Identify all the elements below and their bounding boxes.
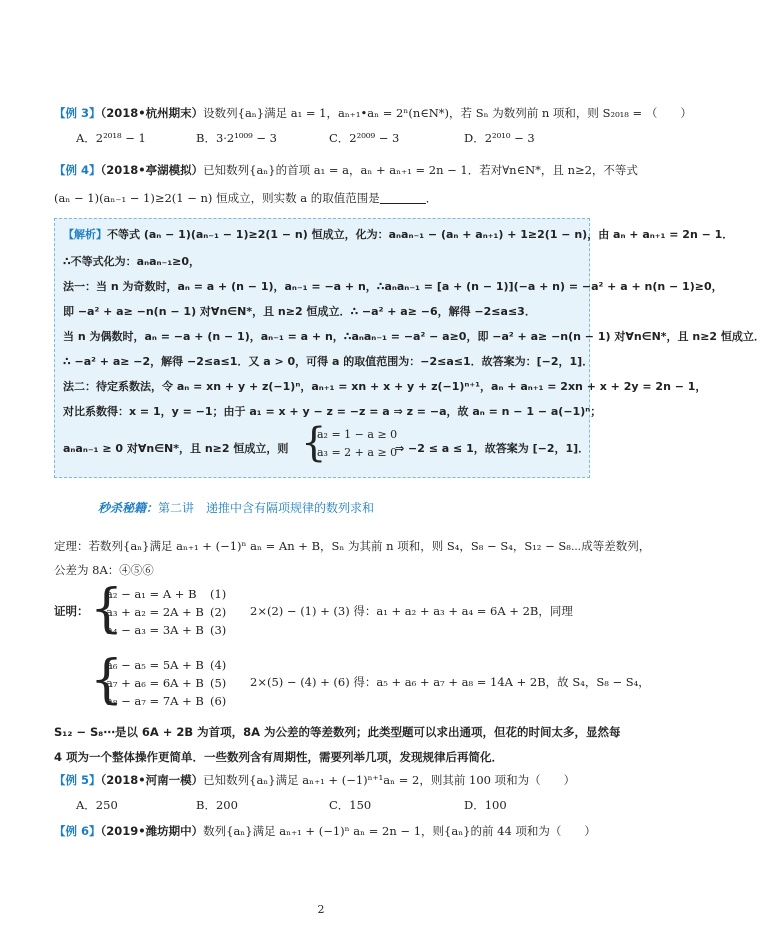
proof-label-text: 证明： xyxy=(54,604,89,618)
theorem-line-4 xyxy=(54,749,588,765)
example-3-source: （2018•杭州期末） xyxy=(100,106,204,120)
analysis-text-9a: aₙaₙ₋₁ ≥ 0 对∀n∈N*，且 n≥2 恒成立，则 xyxy=(63,442,289,455)
example-3-tag: 【例 3】 xyxy=(54,106,101,120)
proof-system-2-row-3: a₈ − a₇ = 7A + B xyxy=(106,694,204,708)
proof-system-2 xyxy=(106,656,204,710)
analysis-line-9c xyxy=(395,441,590,457)
example-5-stem xyxy=(54,772,588,788)
equation-number-1: (1) xyxy=(210,587,227,601)
example-3-option-c: C．2²⁰⁰⁹ − 3 xyxy=(329,131,400,145)
proof-result-2 xyxy=(250,674,650,690)
analysis-text-9c: ⇒ −2 ≤ a ≤ 1，故答案为 [−2，1]． xyxy=(395,442,590,455)
example-5-tag: 【例 5】 xyxy=(54,773,101,787)
proof-system-1-row-1: a₂ − a₁ = A + B xyxy=(106,587,197,601)
proof-system-1 xyxy=(106,585,204,639)
analysis-tag: 【解析】 xyxy=(63,228,107,241)
example-5-source: （2018•河南一模） xyxy=(100,773,204,787)
analysis-text-3: 法一：当 n 为奇数时，aₙ = a + (n − 1)，aₙ₋₁ = −a + n，∴aₙaₙ₋₁ = [a + (n − 1)](−a + n) = −a² + a + n(n − 1)≥0， xyxy=(63,280,723,293)
analysis-line-7 xyxy=(63,379,707,395)
proof-label xyxy=(54,603,94,619)
proof-result-2-text: 2×(5) − (4) + (6) 得：a₅ + a₆ + a₇ + a₈ = 14A + 2B，故 S₄，S₈ − S₄， xyxy=(250,675,650,689)
analysis-system xyxy=(317,426,397,462)
theorem-line-2 xyxy=(54,562,588,578)
example-4-stem-line1 xyxy=(54,162,638,178)
equation-number-5: (5) xyxy=(210,676,227,690)
analysis-text-8: 对比系数得：x = 1，y = −1；由于 a₁ = x + y − z = −z = a ⇒ z = −a，故 aₙ = n − 1 − a(−1)ⁿ； xyxy=(63,405,602,418)
example-4-stem-line2 xyxy=(54,190,588,206)
section-heading xyxy=(98,499,374,516)
analysis-system-row-1: a₂ = 1 − a ≥ 0 xyxy=(317,428,398,441)
page-number: 2 xyxy=(317,903,325,916)
example-6-text: 数列{aₙ}满足 aₙ₊₁ + (−1)ⁿ aₙ = 2n − 1，则{aₙ}的前 44 项和为（ ） xyxy=(203,824,596,838)
proof-result-1-text: 2×(2) − (1) + (3) 得：a₁ + a₂ + a₃ + a₄ = 6A + 2B，同理 xyxy=(250,604,573,618)
example-4-text-1: 已知数列{aₙ}的首项 a₁ = a，aₙ + aₙ₊₁ = 2n − 1．若对∀n∈N*，且 n≥2，不等式 xyxy=(203,163,638,177)
example-4-end: ． xyxy=(425,191,438,205)
analysis-text-6: ∴ −a² + a≥ −2，解得 −2≤a≤1．又 a > 0，可得 a 的取值范围为：−2≤a≤1．故答案为：[−2，1]． xyxy=(63,355,594,368)
analysis-line-5 xyxy=(63,329,765,345)
analysis-line-3 xyxy=(63,279,723,295)
analysis-line-4 xyxy=(63,304,583,320)
equation-number-6: (6) xyxy=(210,694,227,708)
proof-system-1-numbers xyxy=(210,585,226,639)
section-heading-prefix: 秒杀秘籍： xyxy=(98,501,159,515)
example-5-option-d: D．100 xyxy=(464,798,507,812)
example-5-option-a: A．250 xyxy=(76,798,118,812)
equation-number-4: (4) xyxy=(210,658,227,672)
example-3-option-a: A．2²⁰¹⁸ − 1 xyxy=(76,131,146,145)
example-3-option-b: B．3·2¹⁰⁰⁹ − 3 xyxy=(196,131,277,145)
example-3-text: 设数列{aₙ}满足 a₁ = 1，aₙ₊₁•aₙ = 2ⁿ(n∈N*)，若 Sₙ 为数列前 n 项和，则 S₂₀₁₈ = （ ） xyxy=(203,106,692,120)
theorem-text-1: 定理：若数列{aₙ}满足 aₙ₊₁ + (−1)ⁿ aₙ = An + B，Sₙ 为其前 n 项和，则 S₄，S₈ − S₄，S₁₂ − S₈⋯成等差数列， xyxy=(54,539,651,553)
analysis-text-5: 当 n 为偶数时，aₙ = −a + (n − 1)，aₙ₋₁ = a + n，∴aₙaₙ₋₁ = −a² − a≥0，即 −a² + a≥ −n(n − 1) 对∀n∈N*，且 n≥2 恒成立． xyxy=(63,330,765,343)
proof-brace-2: { xyxy=(90,650,124,710)
analysis-box xyxy=(54,218,765,478)
analysis-system-row-2: a₃ = 2 + a ≥ 0 xyxy=(317,446,398,459)
example-6-source: （2019•潍坊期中） xyxy=(100,824,204,838)
proof-result-1 xyxy=(250,603,588,619)
equation-number-2: (2) xyxy=(210,605,227,619)
equation-number-3: (3) xyxy=(210,623,227,637)
example-5-option-c: C．150 xyxy=(329,798,372,812)
example-6-stem xyxy=(54,823,596,839)
example-3-stem xyxy=(54,105,692,121)
analysis-line-6 xyxy=(63,354,594,370)
analysis-text-7: 法二：待定系数法，令 aₙ = xn + y + z(−1)ⁿ，aₙ₊₁ = xn + x + y + z(−1)ⁿ⁺¹，aₙ + aₙ₊₁ = 2xn + x + 2y = 2n − 1， xyxy=(63,380,707,393)
proof-brace-1: { xyxy=(90,579,124,639)
analysis-line-2 xyxy=(63,254,583,270)
proof-system-2-row-1: a₆ − a₅ = 5A + B xyxy=(106,658,204,672)
example-4-tag: 【例 4】 xyxy=(54,163,101,177)
example-5-text: 已知数列{aₙ}满足 aₙ₊₁ + (−1)ⁿ⁺¹aₙ = 2，则其前 100 项和为（ ） xyxy=(203,773,576,787)
example-3-option-d: D．2²⁰¹⁰ − 3 xyxy=(464,131,535,145)
system-brace: { xyxy=(301,420,327,466)
example-4-source: （2018•亭湖模拟） xyxy=(100,163,204,177)
theorem-line-1 xyxy=(54,538,651,554)
theorem-line-3 xyxy=(54,724,621,740)
analysis-text-4: 即 −a² + a≥ −n(n − 1) 对∀n∈N*，且 n≥2 恒成立．∴ −a² + a≥ −6，解得 −2≤a≤3． xyxy=(63,305,536,318)
theorem-text-3: S₁₂ − S₈⋯是以 6A + 2B 为首项，8A 为公差的等差数列；此类型题可以求出通项，但花的时间太多，显然每 xyxy=(54,725,621,739)
theorem-text-4: 4 项为一个整体操作更简单．一些数列含有周期性，需要列举几项，发现规律后再简化． xyxy=(54,750,504,764)
proof-system-1-row-2: a₃ + a₂ = 2A + B xyxy=(106,605,204,619)
analysis-line-8 xyxy=(63,404,602,420)
section-heading-title: 第二讲 递推中含有隔项规律的数列求和 xyxy=(158,501,375,515)
proof-system-1-row-3: a₄ − a₃ = 3A + B xyxy=(106,623,204,637)
proof-system-2-row-2: a₇ + a₆ = 6A + B xyxy=(106,676,204,690)
analysis-text-2: ∴不等式化为：aₙaₙ₋₁≥0， xyxy=(63,255,201,268)
example-6-tag: 【例 6】 xyxy=(54,824,101,838)
proof-system-2-numbers xyxy=(210,656,226,710)
analysis-text-1: 不等式 (aₙ − 1)(aₙ₋₁ − 1)≥2(1 − n) 恒成立，化为：aₙaₙ₋₁ − (aₙ + aₙ₊₁) + 1≥2(1 − n)，由 aₙ + aₙ₊₁ = 2n − 1． xyxy=(107,228,734,241)
example-4-text-2: (aₙ − 1)(aₙ₋₁ − 1)≥2(1 − n) 恒成立，则实数 a 的取值范围是 xyxy=(54,191,380,205)
example-5-option-b: B．200 xyxy=(196,798,238,812)
analysis-line-1 xyxy=(63,227,734,243)
theorem-text-2: 公差为 8A：④⑤⑥ xyxy=(54,563,154,577)
answer-blank xyxy=(380,191,426,204)
